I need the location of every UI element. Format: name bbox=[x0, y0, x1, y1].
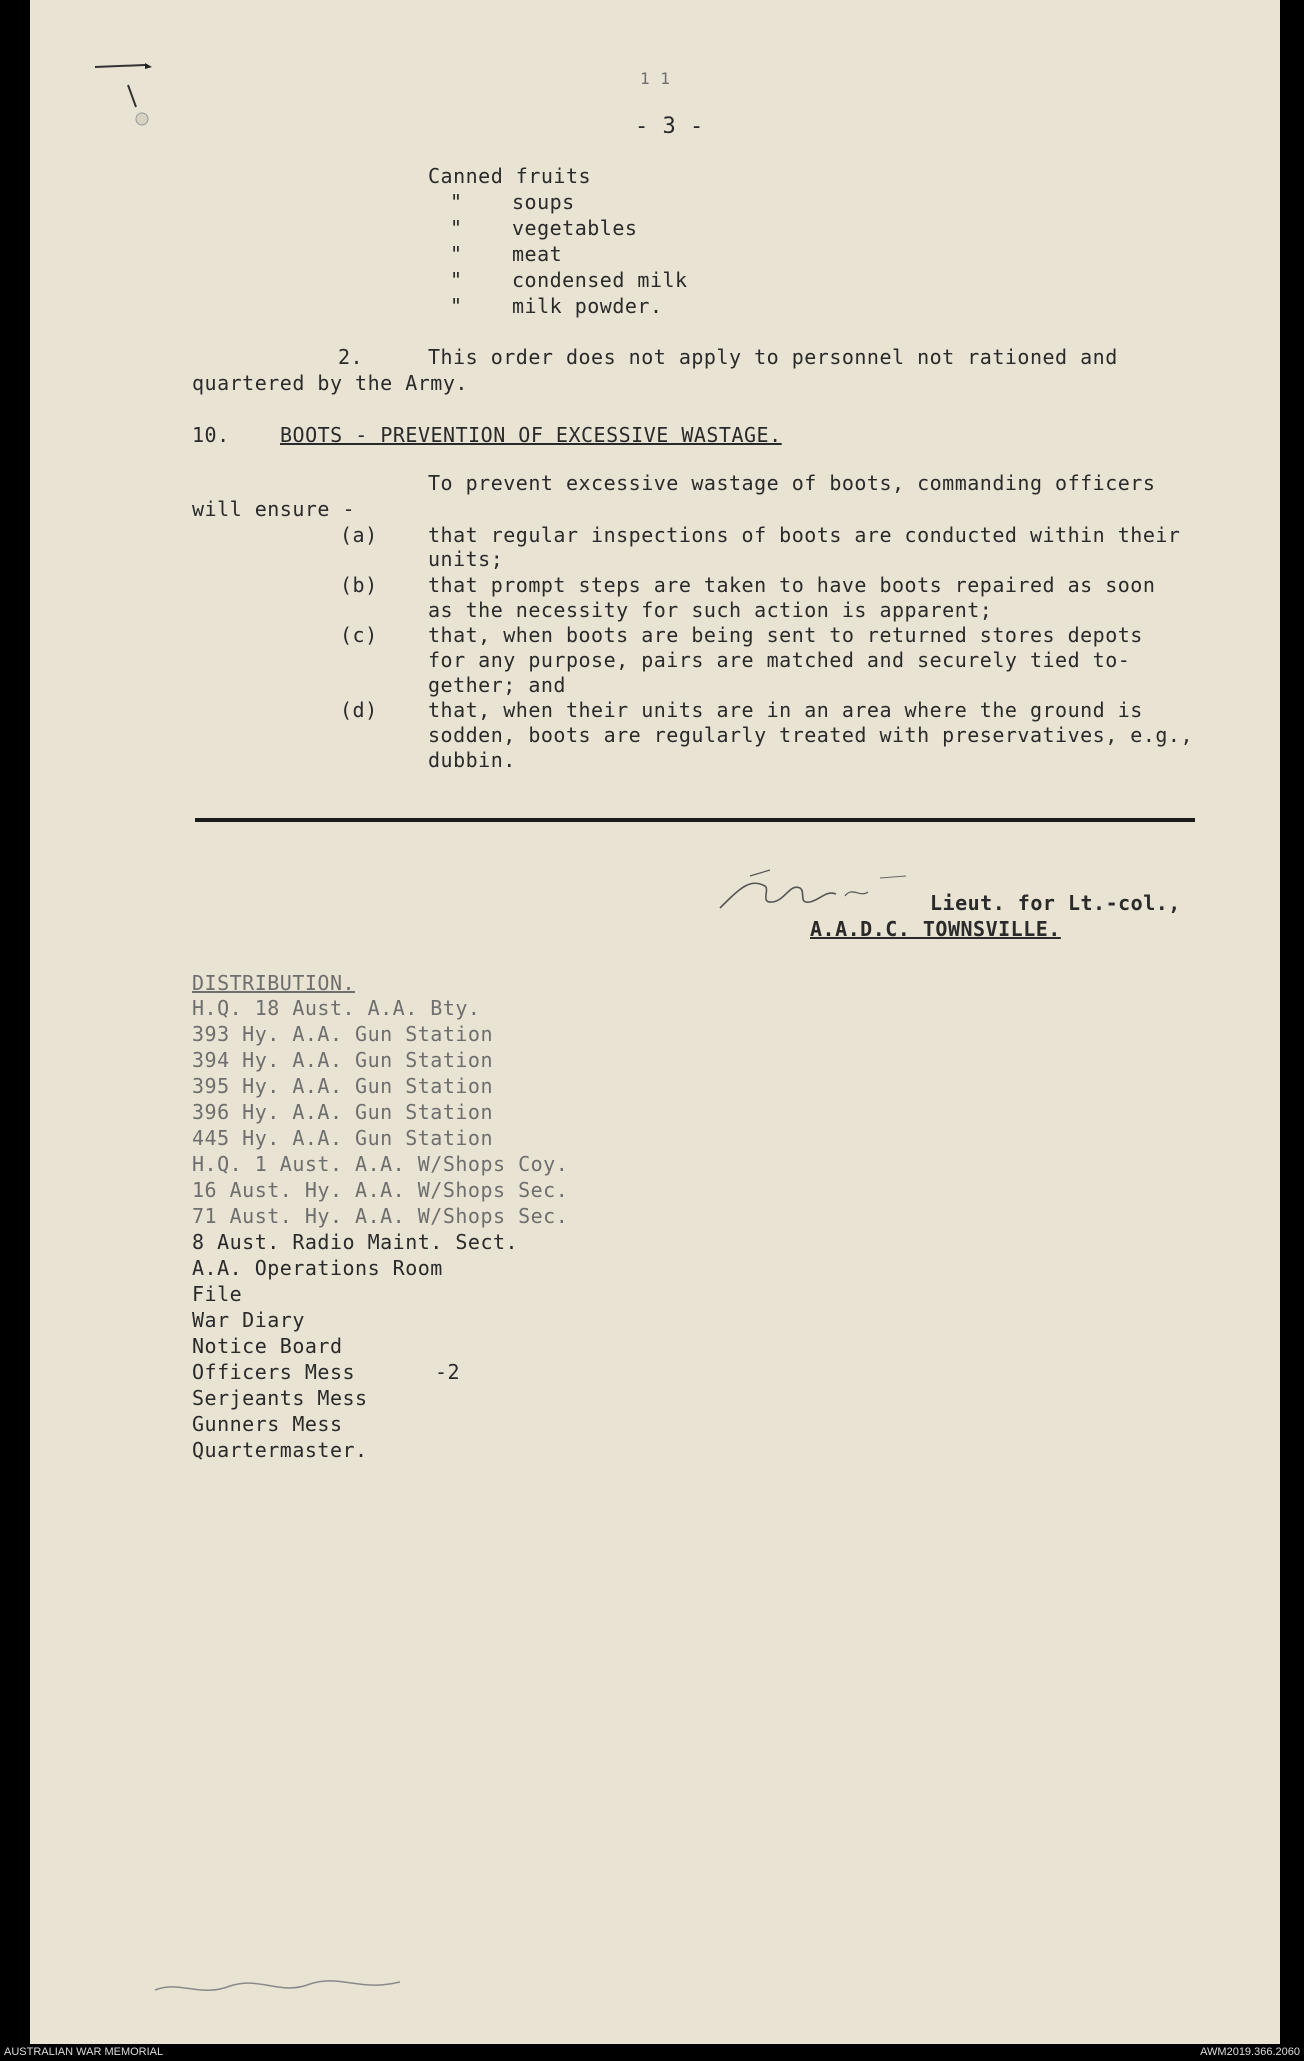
item-text: that regular inspections of boots are conducted within their bbox=[428, 523, 1181, 547]
horizontal-rule bbox=[195, 818, 1195, 822]
footer-right-text: AWM2019.366.2060 bbox=[1200, 2046, 1300, 2058]
list-item: H.Q. 1 Aust. A.A. W/Shops Coy. bbox=[192, 1152, 569, 1176]
faint-scribble bbox=[150, 1970, 410, 2010]
item-text: as the necessity for such action is apparent; bbox=[428, 598, 993, 622]
footer-left-text: AUSTRALIAN WAR MEMORIAL bbox=[4, 2046, 164, 2058]
item-text: units; bbox=[428, 547, 504, 571]
list-item: Quartermaster. bbox=[192, 1438, 368, 1462]
header-marks: 1 1 bbox=[640, 69, 671, 88]
signature-title: Lieut. for Lt.-col., bbox=[930, 891, 1181, 915]
list-item: soups bbox=[512, 190, 575, 214]
item-text: dubbin. bbox=[428, 748, 516, 772]
item-label: (b) bbox=[340, 573, 378, 597]
item-text: that prompt steps are taken to have boots repaired as soon bbox=[428, 573, 1156, 597]
list-item: Canned fruits bbox=[428, 164, 592, 188]
list-item: condensed milk bbox=[512, 268, 688, 292]
handwritten-signature bbox=[710, 868, 940, 920]
list-item: Notice Board bbox=[192, 1334, 343, 1358]
ditto-mark: " bbox=[450, 242, 463, 266]
item-text: that, when their units are in an area where the ground is bbox=[428, 698, 1143, 722]
list-item: milk powder. bbox=[512, 294, 663, 318]
list-item: 396 Hy. A.A. Gun Station bbox=[192, 1100, 493, 1124]
ditto-mark: " bbox=[450, 268, 463, 292]
list-item: H.Q. 18 Aust. A.A. Bty. bbox=[192, 996, 481, 1020]
item-label: (a) bbox=[340, 523, 378, 547]
para-text: This order does not apply to personnel not rationed and bbox=[428, 345, 1118, 369]
list-item: vegetables bbox=[512, 216, 638, 240]
item-text: gether; and bbox=[428, 673, 566, 697]
document-page bbox=[30, 0, 1280, 2044]
list-item: 8 Aust. Radio Maint. Sect. bbox=[192, 1230, 519, 1254]
item-text: sodden, boots are regularly treated with preservatives, e.g., bbox=[428, 723, 1194, 747]
para-text: quartered by the Army. bbox=[192, 371, 468, 395]
section-intro: To prevent excessive wastage of boots, commanding officers bbox=[428, 471, 1156, 495]
list-item: Serjeants Mess bbox=[192, 1386, 368, 1410]
ditto-mark: " bbox=[450, 216, 463, 240]
item-label: (d) bbox=[340, 698, 378, 722]
section-intro: will ensure - bbox=[192, 497, 356, 521]
ditto-mark: " bbox=[450, 190, 463, 214]
footer-bar bbox=[0, 2044, 1304, 2061]
staple-marks bbox=[90, 55, 170, 145]
list-item: 394 Hy. A.A. Gun Station bbox=[192, 1048, 493, 1072]
copy-count: -2 bbox=[435, 1360, 461, 1384]
para-number: 2. bbox=[338, 345, 364, 369]
section-heading: BOOTS - PREVENTION OF EXCESSIVE WASTAGE. bbox=[280, 423, 782, 447]
list-item: 71 Aust. Hy. A.A. W/Shops Sec. bbox=[192, 1204, 569, 1228]
list-item: 16 Aust. Hy. A.A. W/Shops Sec. bbox=[192, 1178, 569, 1202]
ditto-mark: " bbox=[450, 294, 463, 318]
list-item: Officers Mess bbox=[192, 1360, 356, 1384]
section-number: 10. bbox=[192, 423, 230, 447]
distribution-heading: DISTRIBUTION. bbox=[192, 971, 356, 995]
list-item: meat bbox=[512, 242, 563, 266]
list-item: 445 Hy. A.A. Gun Station bbox=[192, 1126, 493, 1150]
list-item: File bbox=[192, 1282, 243, 1306]
list-item: War Diary bbox=[192, 1308, 305, 1332]
signature-office: A.A.D.C. TOWNSVILLE. bbox=[810, 917, 1061, 941]
item-text: for any purpose, pairs are matched and securely tied to- bbox=[428, 648, 1131, 672]
list-item: A.A. Operations Room bbox=[192, 1256, 443, 1280]
list-item: 395 Hy. A.A. Gun Station bbox=[192, 1074, 493, 1098]
list-item: Gunners Mess bbox=[192, 1412, 343, 1436]
item-text: that, when boots are being sent to returned stores depots bbox=[428, 623, 1143, 647]
page-number: - 3 - bbox=[635, 114, 704, 139]
list-item: 393 Hy. A.A. Gun Station bbox=[192, 1022, 493, 1046]
item-label: (c) bbox=[340, 623, 378, 647]
